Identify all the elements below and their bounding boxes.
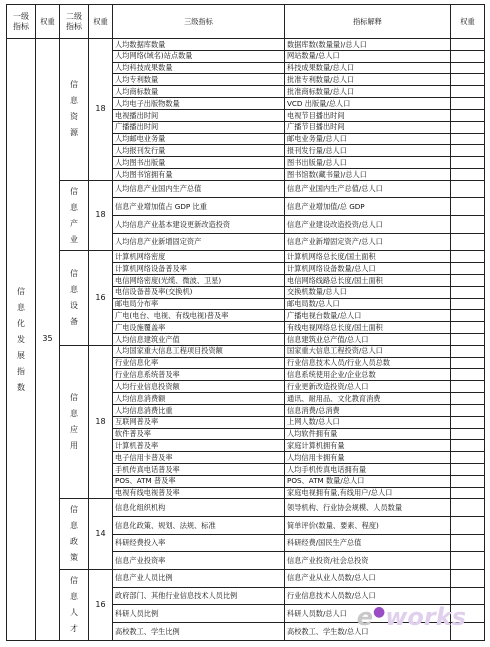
level3-weight [451, 298, 485, 310]
level1-weight: 35 [36, 39, 60, 641]
level3-indicator: 人均信息消费比重 [113, 404, 285, 416]
level3-weight [451, 62, 485, 74]
level3-indicator: 人均图书馆拥有量 [113, 168, 285, 180]
header-weight1: 权重 [36, 5, 60, 39]
header-level3: 三级指标 [113, 5, 285, 39]
level3-indicator: 信息化政策、规划、法规、标准 [113, 517, 285, 535]
table-row [7, 569, 485, 587]
level3-indicator: 政府部门、其他行业信息技术人员比例 [113, 587, 285, 605]
indicator-explanation: 广播节目播出时间 [285, 121, 451, 133]
level3-indicator: 人均图书出版量 [113, 157, 285, 169]
level3-weight [451, 274, 485, 286]
level3-indicator: 信息产业增加值占 GDP 比重 [113, 198, 285, 216]
level3-weight [451, 475, 485, 487]
header-level2: 二级指标 [60, 5, 89, 39]
level3-indicator: 手机传真电话普及率 [113, 463, 285, 475]
level2-name: 信息应用 [70, 393, 78, 451]
level3-indicator: 人均数据库数量 [113, 39, 285, 51]
indicator-explanation: 图书馆数(藏书量)/总人口 [285, 168, 451, 180]
header-weight2: 权重 [89, 5, 113, 39]
level3-weight [451, 286, 485, 298]
level3-indicator: 行业信息系统普及率 [113, 369, 285, 381]
level3-weight [451, 322, 485, 334]
level3-indicator: 计算机网络设备普及率 [113, 263, 285, 275]
indicator-explanation: 通讯、耐用品、文化教育消费 [285, 393, 451, 405]
level3-indicator: 软件普及率 [113, 428, 285, 440]
level3-indicator: 人均专利数量 [113, 74, 285, 86]
level3-weight [451, 198, 485, 216]
level3-weight [451, 334, 485, 346]
level3-indicator: 人均信息产业新增固定资产 [113, 233, 285, 251]
indicator-explanation: 电视节目播出时间 [285, 109, 451, 121]
level3-indicator: 人均邮电业务量 [113, 133, 285, 145]
indicator-explanation: 邮电业务量/总人口 [285, 133, 451, 145]
level3-indicator: 电视有线电视普及率 [113, 487, 285, 499]
indicator-table [6, 4, 485, 641]
level3-indicator: 信息化组织机构 [113, 499, 285, 517]
level3-weight [451, 357, 485, 369]
level3-weight [451, 157, 485, 169]
level3-weight [451, 39, 485, 51]
indicator-table-sheet [6, 4, 484, 641]
level3-weight [451, 552, 485, 570]
level3-weight [451, 404, 485, 416]
table-row [7, 499, 485, 517]
table-body [7, 39, 485, 641]
level3-indicator: 人均信息消费额 [113, 393, 285, 405]
level3-indicator: 人均信息建筑业产值 [113, 334, 285, 346]
level2-weight: 16 [89, 569, 113, 640]
level2-weight: 14 [89, 499, 113, 570]
table-header [7, 5, 485, 39]
level3-weight [451, 50, 485, 62]
level3-weight [451, 369, 485, 381]
indicator-explanation: 科研人员数/总人口 [285, 605, 451, 623]
level3-weight [451, 487, 485, 499]
indicator-explanation: 邮电局数/总人口 [285, 298, 451, 310]
eworks-watermark-logo: e●works [356, 603, 466, 631]
indicator-explanation: 网站数量/总人口 [285, 50, 451, 62]
level2-name-cell [60, 180, 89, 251]
indicator-explanation: 信息产业投资/社会总投资 [285, 552, 451, 570]
level3-weight [451, 233, 485, 251]
indicator-explanation: 行业更新改造投资/总人口 [285, 381, 451, 393]
level3-weight [451, 133, 485, 145]
level2-name-cell [60, 345, 89, 499]
level3-indicator: 科研人员比例 [113, 605, 285, 623]
level3-weight [451, 428, 485, 440]
indicator-explanation: 人均软件拥有量 [285, 428, 451, 440]
table-row [7, 345, 485, 357]
indicator-explanation: 高校教工、学生数/总人口 [285, 622, 451, 640]
level3-indicator: 广播播出时间 [113, 121, 285, 133]
level3-weight [451, 416, 485, 428]
level3-indicator: 电子信用卡普及率 [113, 452, 285, 464]
level2-name: 信息人才 [70, 575, 78, 633]
indicator-explanation: 信息消费/总消费 [285, 404, 451, 416]
level3-weight [451, 452, 485, 464]
level3-indicator: 广电(电台、电视、有线电视)普及率 [113, 310, 285, 322]
level3-weight [451, 534, 485, 552]
level3-weight [451, 310, 485, 322]
level3-weight [451, 569, 485, 587]
level3-weight [451, 180, 485, 198]
indicator-explanation: 批准专利数量/总人口 [285, 74, 451, 86]
level3-indicator: 计算机普及率 [113, 440, 285, 452]
level3-indicator: 人均报刊发行量 [113, 145, 285, 157]
level3-indicator: 人均电子出版物数量 [113, 98, 285, 110]
indicator-explanation: 上网人数/总人口 [285, 416, 451, 428]
level3-weight [451, 517, 485, 535]
level3-weight [451, 121, 485, 133]
indicator-explanation: 家庭电视拥有量,有线用户/总人口 [285, 487, 451, 499]
level3-indicator: 广电设施覆盖率 [113, 322, 285, 334]
indicator-explanation: 报刊发行量/总人口 [285, 145, 451, 157]
level3-indicator: 科研经费投入率 [113, 534, 285, 552]
level2-name: 信息政策 [70, 505, 78, 563]
level3-indicator: 人均信息产业国内生产总值 [113, 180, 285, 198]
level3-indicator: POS、ATM 普及率 [113, 475, 285, 487]
level3-weight [451, 381, 485, 393]
level3-indicator: 人均商标数量 [113, 86, 285, 98]
level2-name: 信息产业 [70, 186, 78, 244]
header-explanation: 指标解释 [285, 5, 451, 39]
level1-name: 信息化发展指数 [17, 286, 25, 392]
level3-weight [451, 263, 485, 275]
level3-weight [451, 393, 485, 405]
level1-name-cell [7, 39, 36, 641]
indicator-explanation: 批准商标数量/总人口 [285, 86, 451, 98]
level3-indicator: 电信网络密度(光缆、微波、卫星) [113, 274, 285, 286]
level3-weight [451, 345, 485, 357]
level3-weight [451, 145, 485, 157]
level3-weight [451, 251, 485, 263]
level3-indicator: 高校教工、学生比例 [113, 622, 285, 640]
level3-indicator: 计算机网络密度 [113, 251, 285, 263]
indicator-explanation: 信息产业新增固定资产/总人口 [285, 233, 451, 251]
table-row [7, 251, 485, 263]
table-row [7, 180, 485, 198]
indicator-explanation: 数据库数(数量量)/总人口 [285, 39, 451, 51]
level2-name: 信息资源 [70, 80, 78, 138]
level3-weight [451, 216, 485, 234]
level3-weight [451, 440, 485, 452]
header-weight3: 权重 [451, 5, 485, 39]
level3-indicator: 信息产业投资率 [113, 552, 285, 570]
indicator-explanation: 行业信息技术人员数/总人口 [285, 587, 451, 605]
indicator-explanation: 简单评价(数量、要素、程度) [285, 517, 451, 535]
indicator-explanation: 国家重大信息工程投资/总人口 [285, 345, 451, 357]
level2-weight: 18 [89, 180, 113, 251]
indicator-explanation: 电信网络线路总长度/国土面积 [285, 274, 451, 286]
level3-indicator: 互联网普及率 [113, 416, 285, 428]
level3-indicator: 人均网络(域名)站点数量 [113, 50, 285, 62]
indicator-explanation: 广播电视台数量/总人口 [285, 310, 451, 322]
level2-name-cell [60, 251, 89, 346]
header-level1: 一级指标 [7, 5, 36, 39]
indicator-explanation: 领导机构、行业协会规模、人员数量 [285, 499, 451, 517]
level3-indicator: 电视播出时间 [113, 109, 285, 121]
indicator-explanation: 交换机数量/总人口 [285, 286, 451, 298]
indicator-explanation: 信息系统使用企业/企业总数 [285, 369, 451, 381]
level2-name-cell [60, 569, 89, 640]
level3-weight [451, 499, 485, 517]
indicator-explanation: 人均信用卡拥有量 [285, 452, 451, 464]
level2-name-cell [60, 39, 89, 181]
level2-name: 信息设备 [70, 269, 78, 327]
level2-name-cell [60, 499, 89, 570]
table-row [7, 39, 485, 51]
level3-indicator: 邮电局分布率 [113, 298, 285, 310]
indicator-explanation: 计算机网络总长度/国土面积 [285, 251, 451, 263]
indicator-explanation: VCD 出版量/总人口 [285, 98, 451, 110]
level3-indicator: 电信设备普及率(交换机) [113, 286, 285, 298]
level3-indicator: 人均信息产业基本建设更新改造投资 [113, 216, 285, 234]
indicator-explanation: 科技成果数量/总人口 [285, 62, 451, 74]
level3-weight [451, 86, 485, 98]
indicator-explanation: POS、ATM 数量/总人口 [285, 475, 451, 487]
level2-weight: 16 [89, 251, 113, 346]
level3-indicator: 人均科技成果数量 [113, 62, 285, 74]
indicator-explanation: 科研经费/国民生产总值 [285, 534, 451, 552]
indicator-explanation: 计算机网络设备数量/总人口 [285, 263, 451, 275]
level3-indicator: 信息产业人员比例 [113, 569, 285, 587]
indicator-explanation: 信息建筑业总产值/总人口 [285, 334, 451, 346]
indicator-explanation: 家庭计算机拥有量 [285, 440, 451, 452]
indicator-explanation: 信息产业建设改造投资/总人口 [285, 216, 451, 234]
level3-weight [451, 463, 485, 475]
indicator-explanation: 信息产业国内生产总值/总人口 [285, 180, 451, 198]
level3-weight [451, 98, 485, 110]
indicator-explanation: 人均手机传真电话拥有量 [285, 463, 451, 475]
level2-weight: 18 [89, 345, 113, 499]
indicator-explanation: 行业信息技术人员/行业人员总数 [285, 357, 451, 369]
level3-weight [451, 109, 485, 121]
level3-indicator: 行业信息化率 [113, 357, 285, 369]
indicator-explanation: 有线电视网络总长度/国土面积 [285, 322, 451, 334]
indicator-explanation: 信息产业从业人员数/总人口 [285, 569, 451, 587]
indicator-explanation: 图书出版量/总人口 [285, 157, 451, 169]
level3-weight [451, 74, 485, 86]
indicator-explanation: 信息产业增加值/总 GDP [285, 198, 451, 216]
level3-indicator: 人均行业信息投资额 [113, 381, 285, 393]
level3-indicator: 人均国家重大信息工程项目投资额 [113, 345, 285, 357]
level3-weight [451, 168, 485, 180]
level2-weight: 18 [89, 39, 113, 181]
